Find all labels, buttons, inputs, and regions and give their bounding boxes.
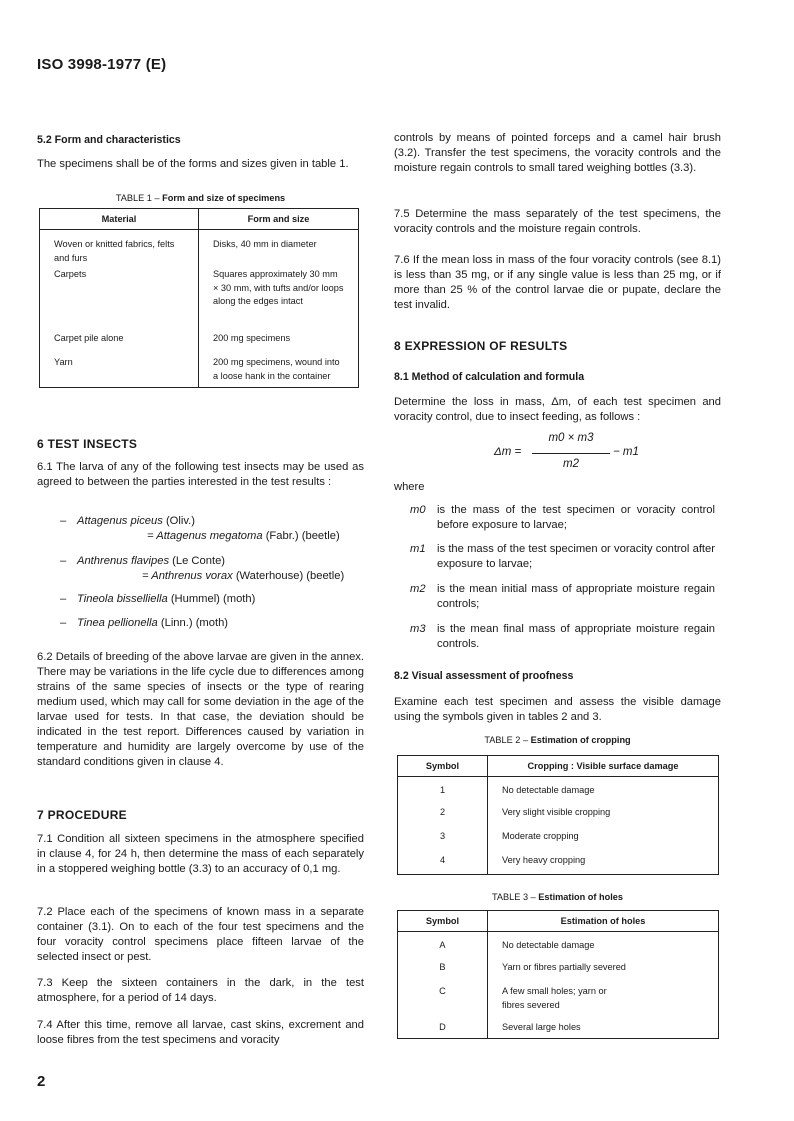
table-row [40,332,359,356]
table-1 [39,208,359,388]
section-5-2-heading: 5.2 Form and characteristics [37,134,181,146]
table-cell: D [398,1017,488,1039]
table-2-caption: TABLE 2 – Estimation of cropping [484,735,631,745]
table-cell: Very heavy cropping [488,849,719,875]
table-cell: Carpets [40,268,199,332]
definition-text: is the mass of the test specimen or voracity control after exposure to larvae; [437,543,715,570]
insect-synonym-authority: (Fabr.) (beetle) [265,530,340,542]
table-cell: Moderate cropping [488,825,719,849]
table-cell: Very slight visible cropping [488,801,719,825]
list-dash: – [60,515,67,527]
section-6-2-text: 6.2 Details of breeding of the above larvae are given in the annex. There may be variations in the life cycle due to differences among strains of the same species of insects or the type of rearing medium used, which may call for some deviation in the age of the larvae used for tests. In that case, the deviation should be indicated in the test report. Differences caused by variation in temperature and humidity are largely overcome by use of the standard conditions given in clause 4. [37,651,364,768]
table-cell: 1 [398,777,488,802]
table-1-header-form: Form and size [199,209,359,230]
insect-synonym-authority: (Waterhouse) (beetle) [235,570,345,582]
table-row [398,1017,719,1039]
list-dash: – [60,617,67,629]
table-row [40,268,359,332]
table-row [398,849,719,875]
section-7-heading: 7 PROCEDURE [37,808,127,822]
loss-formula [494,432,654,476]
table-row [398,825,719,849]
section-7-5-text: 7.5 Determine the mass separately of the test specimens, the voracity controls and the moisture regain controls. [394,208,721,235]
definition-text: is the mass of the test specimen or voracity control before exposure to larvae; [437,504,715,531]
document-header: ISO 3998-1977 (E) [37,56,167,73]
insect-authority: (Oliv.) [165,515,195,527]
table-cell: Squares approximately 30 mm × 30 mm, with tufts and/or loops along the edges intact [199,268,359,332]
section-8-2-text: Examine each test specimen and assess the visible damage using the symbols given in tables 2 and 3. [394,696,721,723]
insect-authority: (Linn.) (moth) [160,617,229,629]
section-7-4-continued: controls by means of pointed forceps and a camel hair brush (3.2). Transfer the test specimens, the voracity controls and the moisture regain controls to small tared weighing bottles (3.3). [394,132,721,174]
table-cell: C [398,980,488,1017]
list-dash: – [60,555,67,567]
section-7-4-text: 7.4 After this time, remove all larvae, cast skins, excrement and loose fibres from the test specimens and voracity [37,1019,364,1046]
table-row [40,356,359,388]
table-row [40,230,359,269]
table-row [398,777,719,802]
insect-synonym: = Anthrenus vorax [142,570,233,582]
table-cell: A few small holes; yarn or fibres severed [488,980,719,1017]
section-8-heading: 8 EXPRESSION OF RESULTS [394,339,568,353]
table-cell: A [398,932,488,957]
section-5-2-text: The specimens shall be of the forms and sizes given in table 1. [37,158,349,170]
table-2 [397,755,719,875]
formula-denominator: m2 [563,458,579,470]
table-cell: Woven or knitted fabrics, felts and furs [40,230,199,269]
table-cell: No detectable damage [488,932,719,957]
table-cell: Disks, 40 mm in diameter [199,230,359,269]
table-cell: Carpet pile alone [40,332,199,356]
table-cell: No detectable damage [488,777,719,802]
table-row [398,956,719,980]
table-1-caption: TABLE 1 – Form and size of specimens [115,193,286,203]
table-cell: 200 mg specimens, wound into a loose hank in the container [199,356,359,388]
definition-text: is the mean final mass of appropriate moisture regain controls. [437,623,715,650]
table-3 [397,910,719,1039]
section-8-1-heading: 8.1 Method of calculation and formula [394,371,585,383]
formula-numerator: m0 × m3 [548,432,594,444]
table-cell: 2 [398,801,488,825]
insect-authority: (Le Conte) [172,555,226,567]
where-label: where [394,481,425,493]
table-3-header-description: Estimation of holes [488,911,719,932]
table-cell: 4 [398,849,488,875]
insect-name: Tinea pellionella [77,617,158,629]
definition-symbol: m3 [410,623,426,635]
section-8-1-text: Determine the loss in mass, Δm, of each test specimen and voracity control, due to insect feeding, as follows : [394,396,721,423]
insect-name: Anthrenus flavipes [77,555,170,567]
section-6-heading: 6 TEST INSECTS [37,437,138,451]
table-row [398,801,719,825]
list-dash: – [60,593,67,605]
table-cell: Yarn or fibres partially severed [488,956,719,980]
insect-authority: (Hummel) (moth) [170,593,256,605]
table-cell: Yarn [40,356,199,388]
table-cell: B [398,956,488,980]
definition-symbol: m2 [410,583,426,595]
definition-symbol: m0 [410,504,426,516]
table-1-header-material: Material [40,209,199,230]
section-7-3-text: 7.3 Keep the sixteen containers in the dark, in the test atmosphere, for a period of 14 days. [37,977,364,1004]
table-3-header-symbol: Symbol [398,911,488,932]
section-8-2-heading: 8.2 Visual assessment of proofness [394,670,574,682]
fraction-bar [532,453,610,454]
table-cell: Several large holes [488,1017,719,1039]
definition-symbol: m1 [410,543,426,555]
table-cell: 3 [398,825,488,849]
table-2-header-symbol: Symbol [398,756,488,777]
insect-synonym: = Attagenus megatoma [147,530,263,542]
definition-text: is the mean initial mass of appropriate moisture regain controls; [437,583,715,610]
section-7-6-text: 7.6 If the mean loss in mass of the four voracity controls (see 8.1) is less than 35 mg, or if any single value is less than 25 mg, or if more than 25 % of the control larvae die or pupate, declare the test invalid. [394,254,721,311]
table-2-header-description: Cropping : Visible surface damage [488,756,719,777]
table-row [398,932,719,957]
insect-name: Attagenus piceus [77,515,163,527]
table-cell: 200 mg specimens [199,332,359,356]
formula-lhs: Δm = [494,446,522,458]
table-3-caption: TABLE 3 – Estimation of holes [491,892,624,902]
page-number: 2 [37,1073,46,1090]
section-7-1-text: 7.1 Condition all sixteen specimens in the atmosphere specified in clause 4, for 24 h, then determine the mass of each separately in a stoppered weighing bottle (3.3) to an accuracy of 0,1 mg. [37,833,364,875]
section-6-1-text: 6.1 The larva of any of the following test insects may be used as agreed to between the parties interested in the test results : [37,461,364,488]
section-7-2-text: 7.2 Place each of the specimens of known mass in a separate container (3.1). On to each of the four test specimens and the four voracity control specimens place fifteen larvae of the selected insect or pest. [37,906,364,963]
table-row [398,980,719,1017]
formula-rhs: − m1 [613,446,639,458]
insect-name: Tineola bisselliella [77,593,168,605]
